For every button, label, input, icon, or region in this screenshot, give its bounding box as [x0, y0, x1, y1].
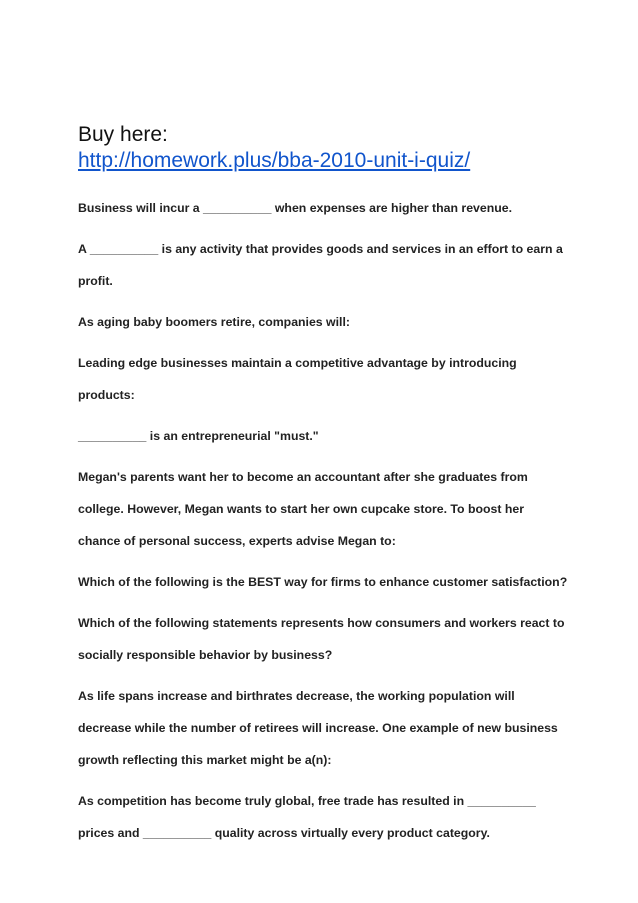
question-9: As life spans increase and birthrates decrease, the working population will decrease while the number of retirees will increase. One example of new business growth reflecting this market might be a(n):	[78, 689, 558, 767]
question-6: Megan's parents want her to become an accountant after she graduates from college. However, Megan wants to start her own cupcake store. To boost her chance of personal success, experts advise Megan to:	[78, 470, 528, 548]
question-1: Business will incur a __________ when expenses are higher than revenue.	[78, 201, 513, 215]
question-8: Which of the following statements represents how consumers and workers react to socially responsible behavior by business?	[78, 616, 565, 662]
question-5: __________ is an entrepreneurial "must."	[78, 429, 319, 443]
homework-link[interactable]: http://homework.plus/bba-2010-unit-i-quiz/	[78, 149, 471, 172]
question-7: Which of the following is the BEST way for firms to enhance customer satisfaction?	[78, 575, 568, 589]
question-4: Leading edge businesses maintain a competitive advantage by introducing products:	[78, 356, 517, 402]
document-page	[78, 122, 568, 858]
question-3: As aging baby boomers retire, companies will:	[78, 315, 350, 329]
question-2: A __________ is any activity that provides goods and services in an effort to earn a profit.	[78, 242, 563, 288]
buy-here-heading: Buy here:	[78, 123, 168, 146]
question-10: As competition has become truly global, free trade has resulted in __________ prices and __________ quality across virtually every product category.	[78, 794, 536, 840]
question-list	[78, 192, 568, 849]
